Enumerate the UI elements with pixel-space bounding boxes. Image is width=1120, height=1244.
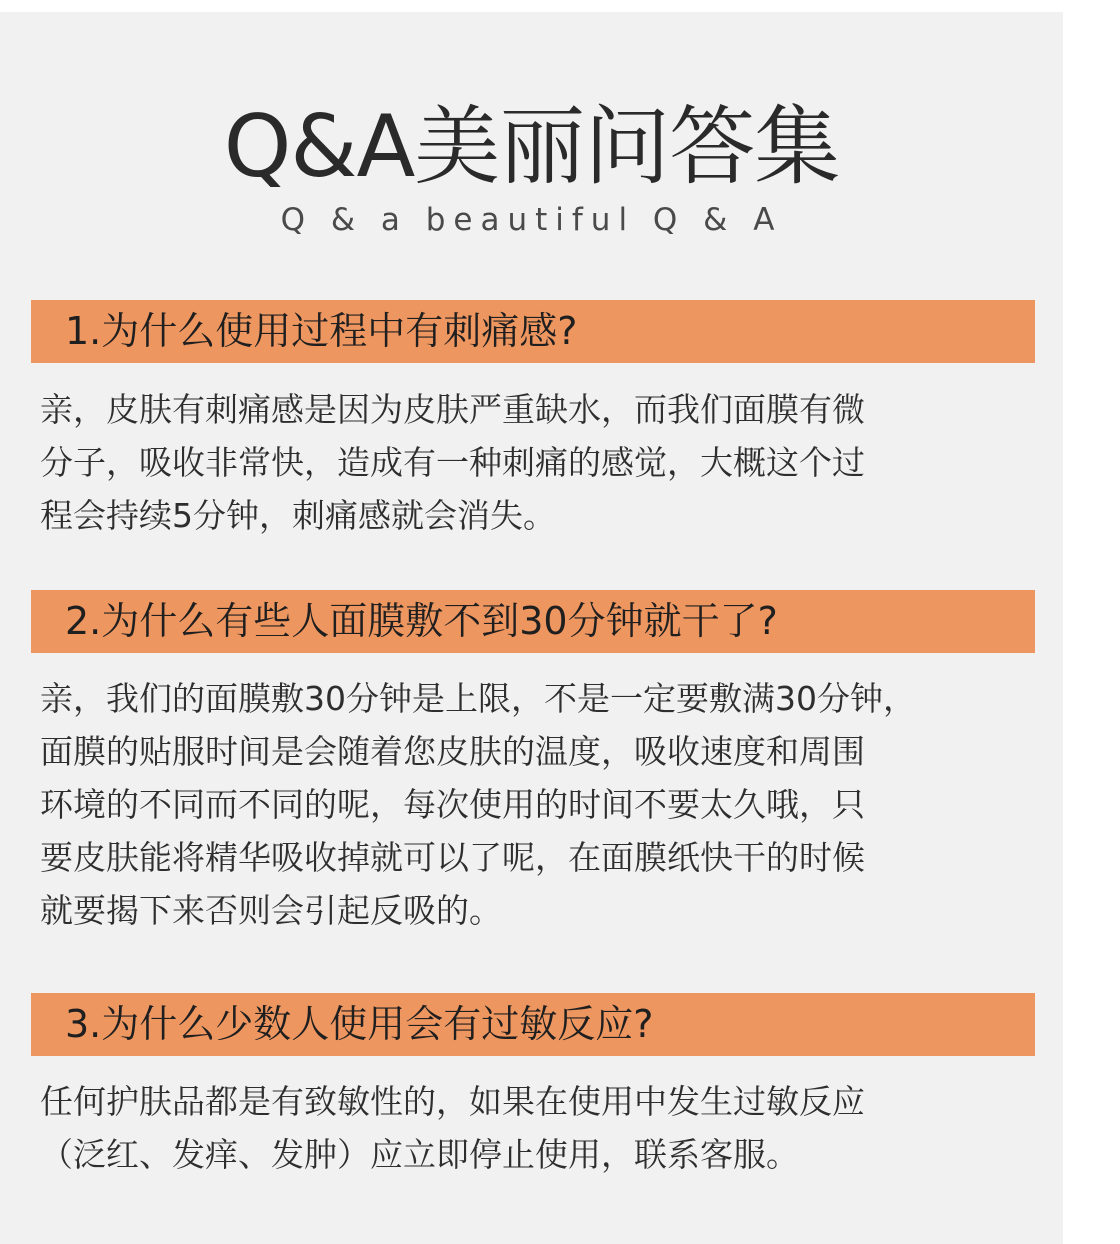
answer-2-text: 亲，我们的面膜敷30分钟是上限，不是一定要敷满30分钟， 面膜的贴服时间是会随着您皮肤的温度，吸收速度和周围 环境的不同而不同的呢，每次使用的时间不要太久哦，只 要皮肤能将精华吸收掉就可以了呢，在面膜纸快干的时候 就要揭下来否则会引起反吸的。	[40, 679, 916, 930]
page-title: Q&A美丽问答集	[223, 97, 840, 197]
answer-3-text: 任何护肤品都是有致敏性的，如果在使用中发生过敏反应 （泛红、发痒、发肿）应立即停止使用，联系客服。	[40, 1082, 865, 1174]
answer-1-text: 亲，皮肤有刺痛感是因为皮肤严重缺水，而我们面膜有微 分子，吸收非常快，造成有一种刺痛的感觉，大概这个过 程会持续5分钟，刺痛感就会消失。	[40, 390, 865, 535]
question-1-bar: 1.为什么使用过程中有刺痛感?	[31, 300, 1035, 363]
page-subtitle: Q & a beautiful Q & A	[280, 202, 783, 238]
question-2-bar: 2.为什么有些人面膜敷不到30分钟就干了?	[31, 590, 1035, 653]
question-3-bar: 3.为什么少数人使用会有过敏反应?	[31, 993, 1035, 1056]
